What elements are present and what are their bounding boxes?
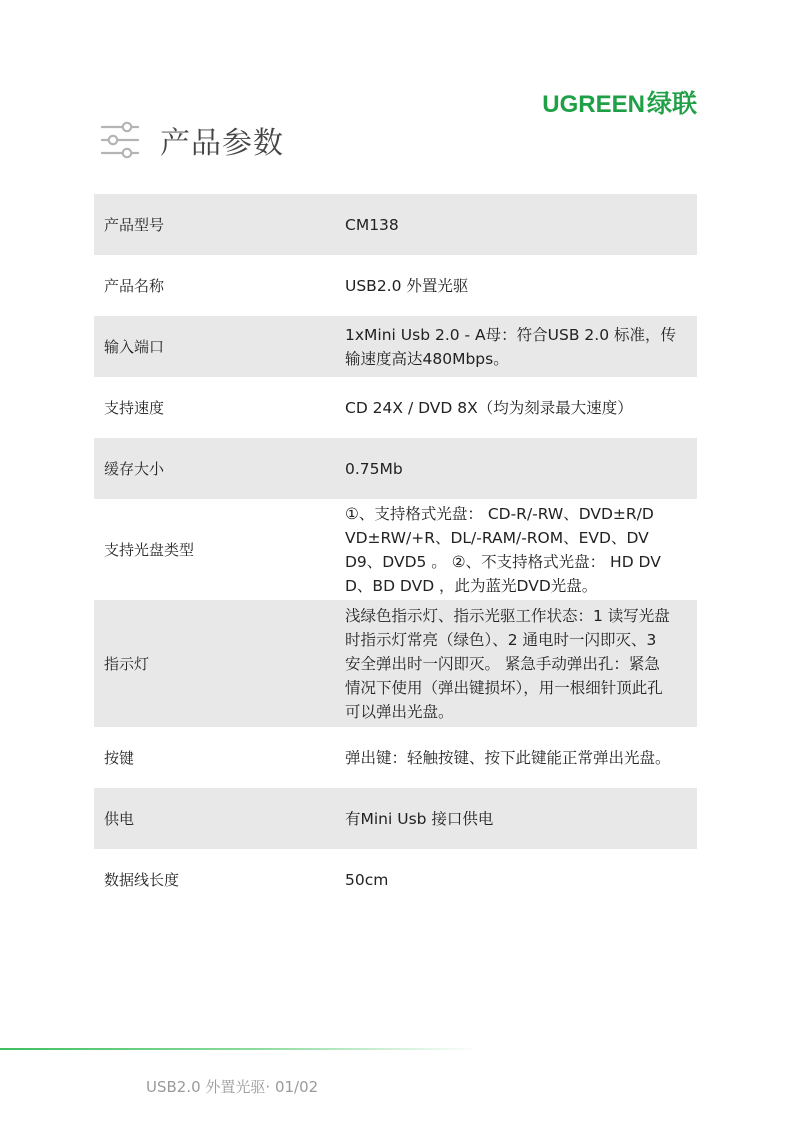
section-header [100,118,284,162]
spec-row-input-port [94,316,697,377]
spec-label: 缓存大小 [104,460,165,478]
spec-label: 指示灯 [104,655,150,673]
spec-table [94,194,697,910]
spec-value: 浅绿色指示灯、指示光驱工作状态：1 读写光盘 时指示灯常亮（绿色）、2 通电时一闪即灭、3 安全弹出时一闪即灭。 紧急手动弹出孔：紧急 情况下使用（弹出键损坏），用一根细针顶此孔 可以弹出光盘。 [345,606,670,721]
spec-label: 支持光盘类型 [104,541,195,559]
spec-row-speed [94,377,697,438]
spec-label: 输入端口 [104,338,165,356]
spec-row-indicator [94,600,697,727]
sliders-icon [100,120,140,160]
spec-value: 0.75Mb [345,459,403,478]
spec-label: 支持速度 [104,399,165,417]
brand-logo [542,84,697,120]
brand-name: UGREEN [542,91,645,118]
spec-value: CD 24X / DVD 8X（均为刻录最大速度） [345,398,633,417]
spec-row-model [94,194,697,255]
footer-divider [0,1048,480,1050]
spec-row-disc-types [94,499,697,600]
spec-row-name [94,255,697,316]
spec-row-cable-length [94,849,697,910]
spec-row-button [94,727,697,788]
brand-name-cn: 绿联 [646,90,697,118]
spec-label: 产品名称 [104,277,165,295]
spec-value: CM138 [345,215,399,234]
spec-value: 1xMini Usb 2.0 - A母：符合USB 2.0 标准，传 输速度高达480Mbps。 [345,325,676,368]
spec-value: 有Mini Usb 接口供电 [345,809,494,828]
spec-label: 供电 [104,810,135,828]
footer-page-info: USB2.0 外置光驱· 01/02 [146,1078,319,1096]
page-title: 产品参数 [160,126,284,161]
spec-row-cache [94,438,697,499]
spec-row-power [94,788,697,849]
spec-label: 数据线长度 [104,871,180,889]
spec-value: 弹出键：轻触按键、按下此键能正常弹出光盘。 [345,748,671,767]
spec-label: 按键 [104,749,135,767]
spec-value: 50cm [345,870,389,889]
spec-label: 产品型号 [104,216,165,234]
spec-value: ①、支持格式光盘： CD-R/-RW、DVD±R/D VD±RW/+R、DL/-RAM/-ROM、EVD、DV D9、DVD5 。 ②、不支持格式光盘： HD DV D、BD DVD ，此为蓝光DVD光盘。 [345,504,661,595]
spec-value: USB2.0 外置光驱 [345,276,469,295]
